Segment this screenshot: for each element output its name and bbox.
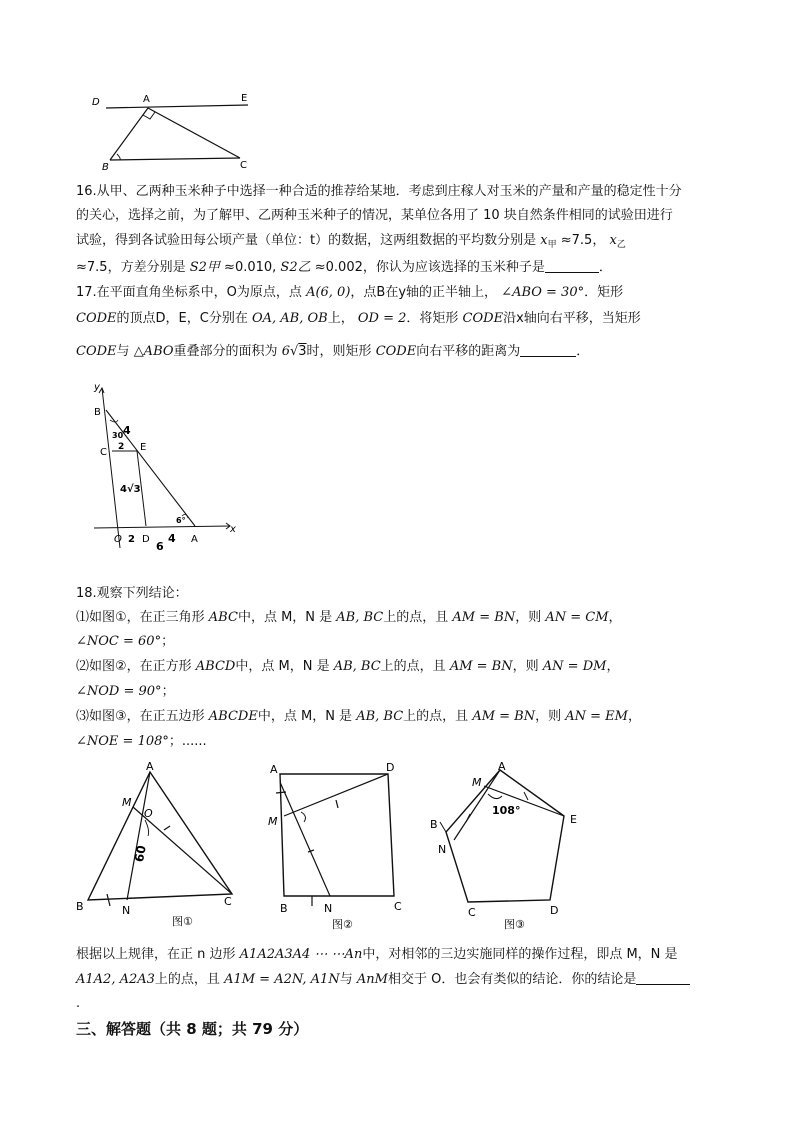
q16-text-4: ≈7.5，方差分别是 [76, 260, 186, 275]
label-e: E [140, 442, 147, 453]
q18-c2-text-a: ⑵如图②，在正方形 [76, 659, 192, 674]
label-b: B [94, 407, 101, 418]
label-c: C [240, 160, 247, 171]
q17-line-1 [76, 283, 736, 303]
hand-30: 30 [112, 431, 124, 440]
q17-line-2 [76, 309, 736, 329]
q17-text-3c: 时，则矩形 [306, 344, 372, 359]
q18-c3-text-a: ⑶如图③，在正五边形 [76, 709, 205, 724]
q18-c2-text-c: 上的点，且 [380, 659, 446, 674]
q17-rect-2: CODE [462, 311, 504, 326]
label-x: x [230, 524, 236, 535]
q16-line-1 [76, 182, 736, 202]
q17-text-3a: 与 [116, 344, 130, 359]
q17-od: OD = 2 [357, 311, 407, 326]
q18-rule-line-1 [76, 945, 736, 965]
q18-conclusion-3b [76, 732, 736, 752]
q17-segments: OA, AB, OB [251, 311, 328, 326]
q18-rule-text-b: 中，对相邻的三边实施同样的操作过程，即点 M，N 是 [362, 947, 678, 962]
label-e: E [241, 93, 248, 104]
q16-text-1: 16.从甲、乙两种玉米种子中选择一种合适的推荐给某地．考虑到庄稼人对玉米的产量和产量的稳定性十分 [76, 184, 682, 199]
q18-polygon: A1A2A3A4 ⋯ ⋯An [239, 947, 363, 962]
label-n: N [438, 843, 447, 856]
figure-triangle [72, 760, 242, 930]
label-d: D [550, 904, 559, 917]
q18-c1-segs: AB, BC [336, 610, 384, 625]
q18-c1-result: AN = CM [545, 610, 609, 625]
q17-angle: ∠ABO = 30° [501, 285, 585, 300]
label-c: C [468, 906, 476, 919]
q18-c2-angle: ∠NOD = 90° [76, 684, 162, 699]
q16-line-4 [76, 258, 736, 278]
q17-answer-blank[interactable] [520, 342, 576, 357]
mean-yi-sub: 乙 [616, 240, 626, 250]
variance-jia-symbol: S2甲 [189, 260, 220, 275]
q17-area: 6√3 [281, 344, 307, 359]
label-y: y [94, 382, 100, 393]
q18-title-text: 18.观察下列结论： [76, 586, 188, 601]
mean-jia-symbol: x [540, 233, 548, 248]
q17-text-1b: ，点B在y轴的正半轴上， [350, 285, 498, 300]
label-c: C [224, 895, 232, 908]
q18-trailing-dot: . [76, 996, 81, 1011]
q18-c3-eq: AM = BN [472, 709, 536, 724]
caption-fig3: 图③ [504, 918, 525, 930]
label-o: O [144, 807, 153, 820]
q17-text-2c: ．将矩形 [406, 311, 459, 326]
q18-c3-angle: ∠NOE = 108° [76, 734, 169, 749]
section-3-title: 三、解答题（共 8 题；共 79 分） [76, 1020, 309, 1038]
label-m: M [122, 796, 132, 809]
q16-line-3 [76, 231, 736, 255]
q17-text-1c: ．矩形 [584, 285, 624, 300]
label-n: N [122, 904, 131, 917]
label-m: M [472, 776, 482, 789]
q18-condition: A1M = A2N, [224, 972, 307, 987]
q18-c1-shape: ABC [208, 610, 238, 625]
hand-2a: 2 [118, 442, 125, 452]
q18-c2-shape: ABCD [195, 659, 236, 674]
caption-fig2: 图② [332, 918, 353, 930]
label-n: N [324, 902, 333, 915]
variance-jia-value: ≈0.010, [224, 260, 281, 275]
label-c: C [394, 900, 402, 913]
q18-c2-end: ； [161, 684, 175, 699]
q18-c1-comma: ， [608, 610, 622, 625]
q17-rect-3: CODE [76, 344, 117, 359]
figure-q17 [90, 380, 240, 552]
hand-60: 6° [176, 516, 186, 525]
q17-point-a: A(6, 0) [306, 285, 351, 300]
figure-right-triangle [88, 88, 258, 172]
mean-jia-value: ≈7.5， [560, 233, 606, 248]
q18-rule-text-c: 上的点，且 [154, 972, 220, 987]
q18-c3-text-c: 上的点，且 [403, 709, 469, 724]
label-a: A [143, 94, 150, 105]
q18-c1-end: ； [161, 634, 175, 649]
label-o: O [114, 534, 122, 545]
label-a: A [270, 763, 278, 776]
q17-triangle: △ABO [133, 344, 174, 359]
q18-c2-segs: AB, BC [333, 659, 381, 674]
q18-c1-text-a: ⑴如图①，在正三角形 [76, 610, 205, 625]
label-a: A [498, 760, 506, 773]
q16-text-2: 的关心，选择之前，为了解甲、乙两种玉米种子的情况，某单位各用了 10 块自然条件相同的试验田进行 [76, 208, 673, 223]
q18-line-2: AnM [356, 972, 388, 987]
q17-area-rad: 3 [298, 344, 307, 359]
q16-line-2 [76, 206, 736, 226]
q16-answer-blank[interactable] [545, 258, 599, 273]
mean-jia-sub: 甲 [547, 240, 557, 250]
label-d: D [142, 534, 150, 545]
q18-c3-result: AN = EM [565, 709, 628, 724]
label-b: B [102, 162, 109, 172]
hand-6: 6 [156, 540, 164, 552]
q18-conclusion-1 [76, 608, 736, 628]
q16-question: ≈0.002，你认为应该选择的玉米种子是 [314, 260, 545, 275]
hand-2b: 2 [128, 534, 135, 545]
label-e: E [570, 813, 577, 826]
label-a: A [191, 534, 198, 545]
q18-c2-text-d: ，则 [512, 659, 539, 674]
q17-line-3 [76, 342, 736, 362]
q18-question: 相交于 O．也会有类似的结论．你的结论是 [387, 972, 637, 987]
label-m: M [268, 815, 278, 828]
q17-rect-1: CODE [76, 311, 117, 326]
label-b: B [430, 818, 438, 831]
hand-4b: 4 [168, 532, 176, 545]
q17-text-3b: 重叠部分的面积为 [173, 344, 278, 359]
q18-c3-text-b: 中，点 M，N 是 [257, 709, 353, 724]
q18-title [76, 584, 736, 604]
q18-c1-eq: AM = BN [452, 610, 516, 625]
q18-conclusion-3 [76, 707, 736, 727]
label-b: B [280, 902, 288, 915]
mean-yi-symbol: x [609, 233, 617, 248]
q18-c3-comma: ， [628, 709, 642, 724]
q18-line-1: A1N [310, 972, 340, 987]
q18-c3-end: ；...... [168, 734, 207, 749]
variance-yi-symbol: S2乙 [280, 260, 311, 275]
q18-segments: A1A2, A2A3 [76, 972, 155, 987]
hand-60: 60 [132, 844, 149, 864]
q17-question: 向右平移的距离为 [416, 344, 521, 359]
hand-4a: 4 [123, 424, 131, 437]
q18-rule-text-a: 根据以上规律，在正 n 边形 [76, 947, 236, 962]
q16-period: ． [598, 260, 612, 275]
q17-rect-4: CODE [375, 344, 417, 359]
q18-c2-comma: ， [606, 659, 620, 674]
label-d: D [92, 97, 100, 108]
q18-rule-text-d: 与 [339, 972, 353, 987]
q18-c1-text-c: 上的点，且 [383, 610, 449, 625]
q18-c1-text-b: 中，点 M，N 是 [237, 610, 333, 625]
hand-108: 108° [492, 804, 521, 817]
q18-conclusion-2b [76, 682, 736, 702]
q17-area-coef: 6 [281, 344, 290, 359]
q18-c3-segs: AB, BC [356, 709, 404, 724]
q17-text-2a: 的顶点D，E，C分别在 [116, 311, 248, 326]
q18-conclusion-1b [76, 632, 736, 652]
q18-c2-eq: AM = BN [449, 659, 513, 674]
q16-text-3: 试验，得到各试验田每公顷产量（单位：t）的数据，这两组数据的平均数分别是 [76, 233, 537, 248]
section-3-heading [76, 1019, 736, 1039]
q17-text-1a: 17.在平面直角坐标系中，O为原点，点 [76, 285, 302, 300]
figure-square [268, 760, 418, 930]
q18-c3-shape: ABCDE [208, 709, 258, 724]
q17-text-2b: 上， [327, 311, 354, 326]
q18-rule-line-3 [76, 994, 736, 1014]
q18-c1-angle: ∠NOC = 60° [76, 634, 162, 649]
label-b: B [76, 900, 84, 913]
q17-period: ． [576, 344, 590, 359]
caption-fig1: 图① [172, 915, 193, 928]
q18-answer-blank[interactable] [636, 970, 690, 985]
q18-c1-text-d: ，则 [515, 610, 542, 625]
label-a: A [146, 760, 154, 773]
figure-pentagon [424, 760, 584, 930]
q17-text-2d: 沿x轴向右平移，当矩形 [503, 311, 641, 326]
label-d: D [386, 761, 395, 774]
q18-c2-result: AN = DM [542, 659, 607, 674]
label-c: C [100, 447, 107, 458]
q18-c2-text-b: 中，点 M，N 是 [235, 659, 330, 674]
q18-conclusion-2 [76, 657, 736, 677]
q18-c3-text-d: ，则 [535, 709, 562, 724]
q18-rule-line-2 [76, 970, 736, 990]
hand-4root3: 4√3 [120, 484, 141, 495]
